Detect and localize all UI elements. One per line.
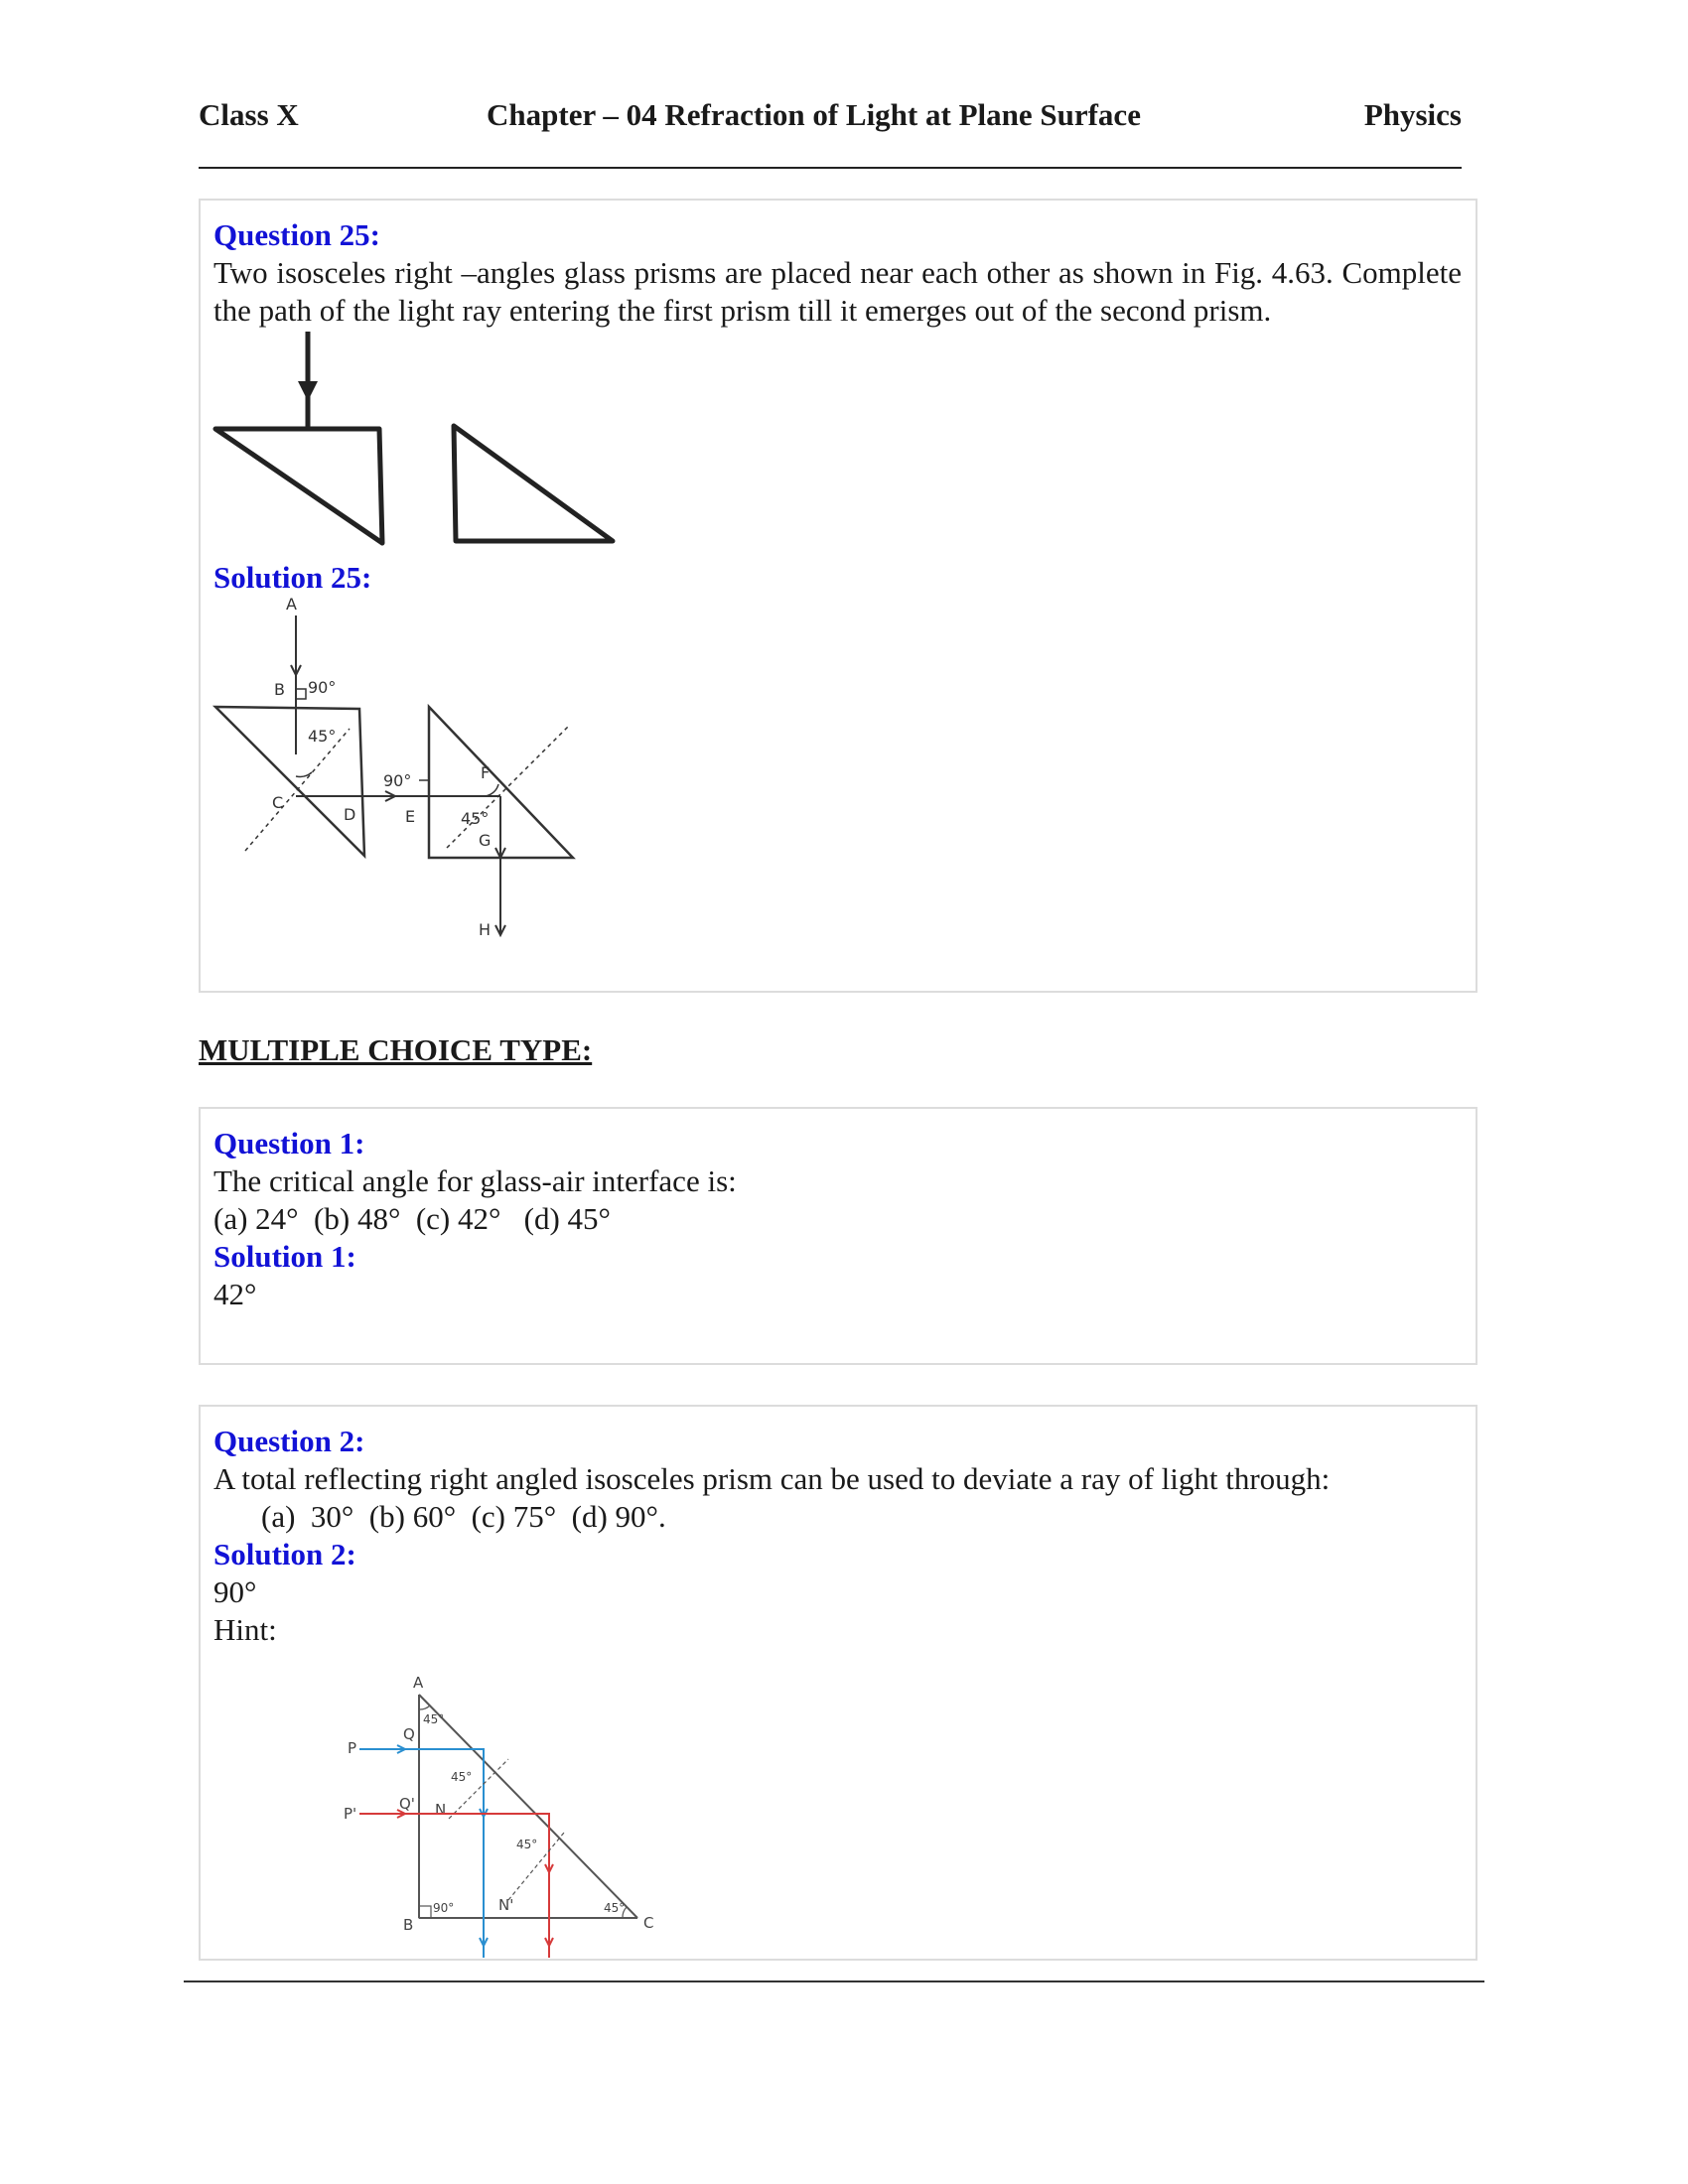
solution-25-figure [201,598,657,955]
question-2-options: (a) 30° (b) 60° (c) 75° (d) 90°. [261,1499,666,1534]
question-25-title: Question 25: [213,217,380,252]
angle-45-upper: 45° [451,1770,473,1784]
label-P: P [348,1739,357,1757]
solution-25-title: Solution 25: [213,560,372,595]
solution-first-prism [215,707,364,856]
arc-second [485,784,498,796]
label-N-prime: N' [498,1896,514,1914]
label-C: C [272,793,284,812]
prism-hypotenuse-AC [419,1695,637,1918]
arc-A [419,1706,430,1709]
question-2-title: Question 2: [213,1424,365,1458]
label-F: F [481,763,491,782]
solution-2-answer: 90° [213,1574,257,1609]
solution-2-title: Solution 2: [213,1537,356,1571]
label-B: B [403,1916,414,1934]
chapter-title: Chapter – 04 Refraction of Light at Plane Surface [487,97,1141,132]
first-prism [215,429,382,543]
label-D: D [344,805,356,824]
angle-90-mid: 90° [383,771,412,790]
question-1-title: Question 1: [213,1126,365,1160]
angle-45-second: 45° [461,809,490,828]
header-divider [199,167,1462,169]
angle-90-top: 90° [308,678,337,697]
label-C: C [643,1914,654,1932]
hint-figure [300,1670,697,1958]
second-prism [454,426,613,541]
angle-45-lower: 45° [516,1838,538,1851]
question-1-options: (a) 24° (b) 48° (c) 42° (d) 45° [213,1201,611,1236]
angle-45-first: 45° [308,727,337,746]
angle-45-A: 45° [423,1712,445,1726]
angle-45-C: 45° [604,1901,626,1915]
right-angle-B [419,1906,431,1918]
question-2-box [199,1405,1477,1961]
angle-90-B: 90° [433,1901,455,1915]
class-label: Class X [199,97,299,132]
label-A: A [286,598,297,614]
section-title: MULTIPLE CHOICE TYPE: [199,1032,593,1067]
subject-label: Physics [1363,97,1462,132]
label-P-prime: P' [344,1805,357,1823]
label-N: N [435,1801,447,1819]
question-25-box [199,199,1477,993]
footer-divider [184,1980,1484,1982]
question-1-text: The critical angle for glass-air interface is: [213,1163,737,1198]
label-G: G [479,831,492,850]
label-A: A [413,1674,424,1692]
label-Q: Q [403,1725,415,1743]
normal-first [245,729,350,851]
question-25-text: Two isosceles right –angles glass prisms are placed near each other as shown in Fig. 4.63. Complete the path of the light ray entering the first prism till it emerges out of the second prism. [213,255,1462,328]
hint-label: Hint: [213,1612,277,1647]
red-ray-path [359,1814,549,1958]
incident-arrowhead [298,381,318,401]
solution-1-answer: 42° [213,1277,257,1311]
label-H: H [479,920,492,939]
label-E: E [405,807,416,826]
page-header [199,97,1462,137]
solution-1-title: Solution 1: [213,1239,356,1274]
question-2-text: A total reflecting right angled isosceles prism can be used to deviate a ray of light through: [213,1461,1331,1496]
question-1-box [199,1107,1477,1365]
right-angle-B [296,689,306,699]
normal-N [449,1759,508,1819]
label-B: B [274,680,285,699]
label-Q-prime: Q' [399,1795,415,1813]
